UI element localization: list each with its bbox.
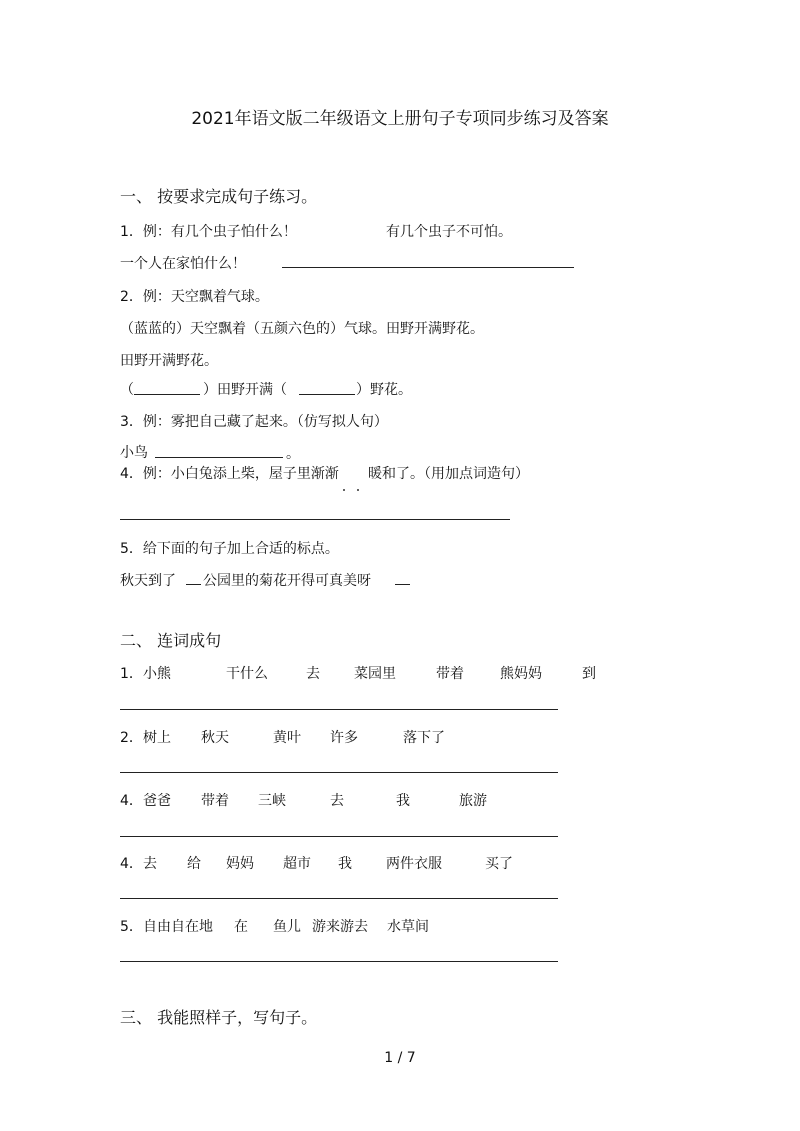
word-chip: 超市 [283,856,311,872]
word-chip: 我 [396,793,410,809]
word-chip: 在 [234,919,248,935]
q1-example: 1．例：有几个虫子怕什么！ [120,224,297,240]
word-chip: 干什么 [226,666,268,682]
item-number: 4． [120,856,143,872]
q2-blank-close: ）野花。 [356,382,412,398]
section-1-heading: 一、 按要求完成句子练习。 [120,187,318,206]
word-chip: 小熊 [143,666,171,682]
item-number: 4． [120,793,143,809]
answer-line[interactable] [120,709,558,710]
word-chip: 爸爸 [143,793,171,809]
q5-blank-1[interactable] [186,584,201,585]
item-number: 1． [120,666,143,682]
q4-example-b: 暖和了。（用加点词造句） [368,466,529,482]
word-chip: 许多 [330,730,358,746]
word-chip: 树上 [143,730,171,746]
word-chip: 自由自在地 [143,919,213,935]
section-3-heading: 三、 我能照样子，写句子。 [120,1008,318,1027]
emphasis-dot [343,489,345,491]
word-chip: 两件衣服 [386,856,442,872]
q2-task: 田野开满野花。 [120,353,218,369]
page-number: 1 / 7 [384,1050,416,1066]
answer-line[interactable] [120,836,558,837]
word-chip: 带着 [201,793,229,809]
q5-sentence-a: 秋天到了 [120,573,176,589]
q2-blank-1[interactable] [134,394,200,395]
word-chip: 买了 [485,856,513,872]
q3-answer-line[interactable] [155,457,283,458]
word-chip: 游来游去 [312,919,368,935]
answer-line[interactable] [120,898,558,899]
word-chip: 落下了 [403,730,445,746]
word-chip: 熊妈妈 [500,666,542,682]
emphasis-dot [357,489,359,491]
word-chip: 三峡 [258,793,286,809]
word-chip: 鱼儿 [273,919,301,935]
word-chip: 妈妈 [226,856,254,872]
q4-example-a: 4．例：小白兔添上柴，屋子里渐渐 [120,466,339,482]
q2-blank-2[interactable] [299,394,355,395]
q2-blank-mid: ）田野开满（ [203,382,287,398]
q5-sentence-b: 公园里的菊花开得可真美呀 [203,573,371,589]
item-number: 5． [120,919,143,935]
q2-example-expanded: （蓝蓝的）天空飘着（五颜六色的）气球。田野开满野花。 [120,321,484,337]
word-chip: 旅游 [459,793,487,809]
word-chip: 菜园里 [354,666,396,682]
word-chip: 去 [330,793,344,809]
q2-example: 2．例：天空飘着气球。 [120,289,269,305]
page-title: 2021年语文版二年级语文上册句子专项同步练习及答案 [191,109,609,129]
item-number: 2． [120,730,143,746]
word-chip: 水草间 [387,919,429,935]
section-2-heading: 二、 连词成句 [120,631,222,650]
q3-task-prefix: 小鸟 [120,445,148,461]
answer-line[interactable] [120,772,558,773]
word-chip: 到 [582,666,596,682]
q3-example: 3．例：雾把自己藏了起来。（仿写拟人句） [120,414,388,430]
q5-blank-2[interactable] [395,584,410,585]
word-chip: 我 [338,856,352,872]
word-chip: 黄叶 [273,730,301,746]
word-chip: 去 [306,666,320,682]
word-chip: 去 [143,856,157,872]
q1-example-answer: 有几个虫子不可怕。 [386,224,512,240]
q5-instruction: 5．给下面的句子加上合适的标点。 [120,541,339,557]
q4-answer-line[interactable] [120,519,510,520]
q1-answer-line[interactable] [282,267,574,268]
word-chip: 带着 [436,666,464,682]
answer-line[interactable] [120,961,558,962]
q2-blank-open: （ [120,382,134,398]
word-chip: 给 [187,856,201,872]
word-chip: 秋天 [201,730,229,746]
q3-task-suffix: 。 [286,446,300,462]
q1-task: 一个人在家怕什么！ [120,256,246,272]
